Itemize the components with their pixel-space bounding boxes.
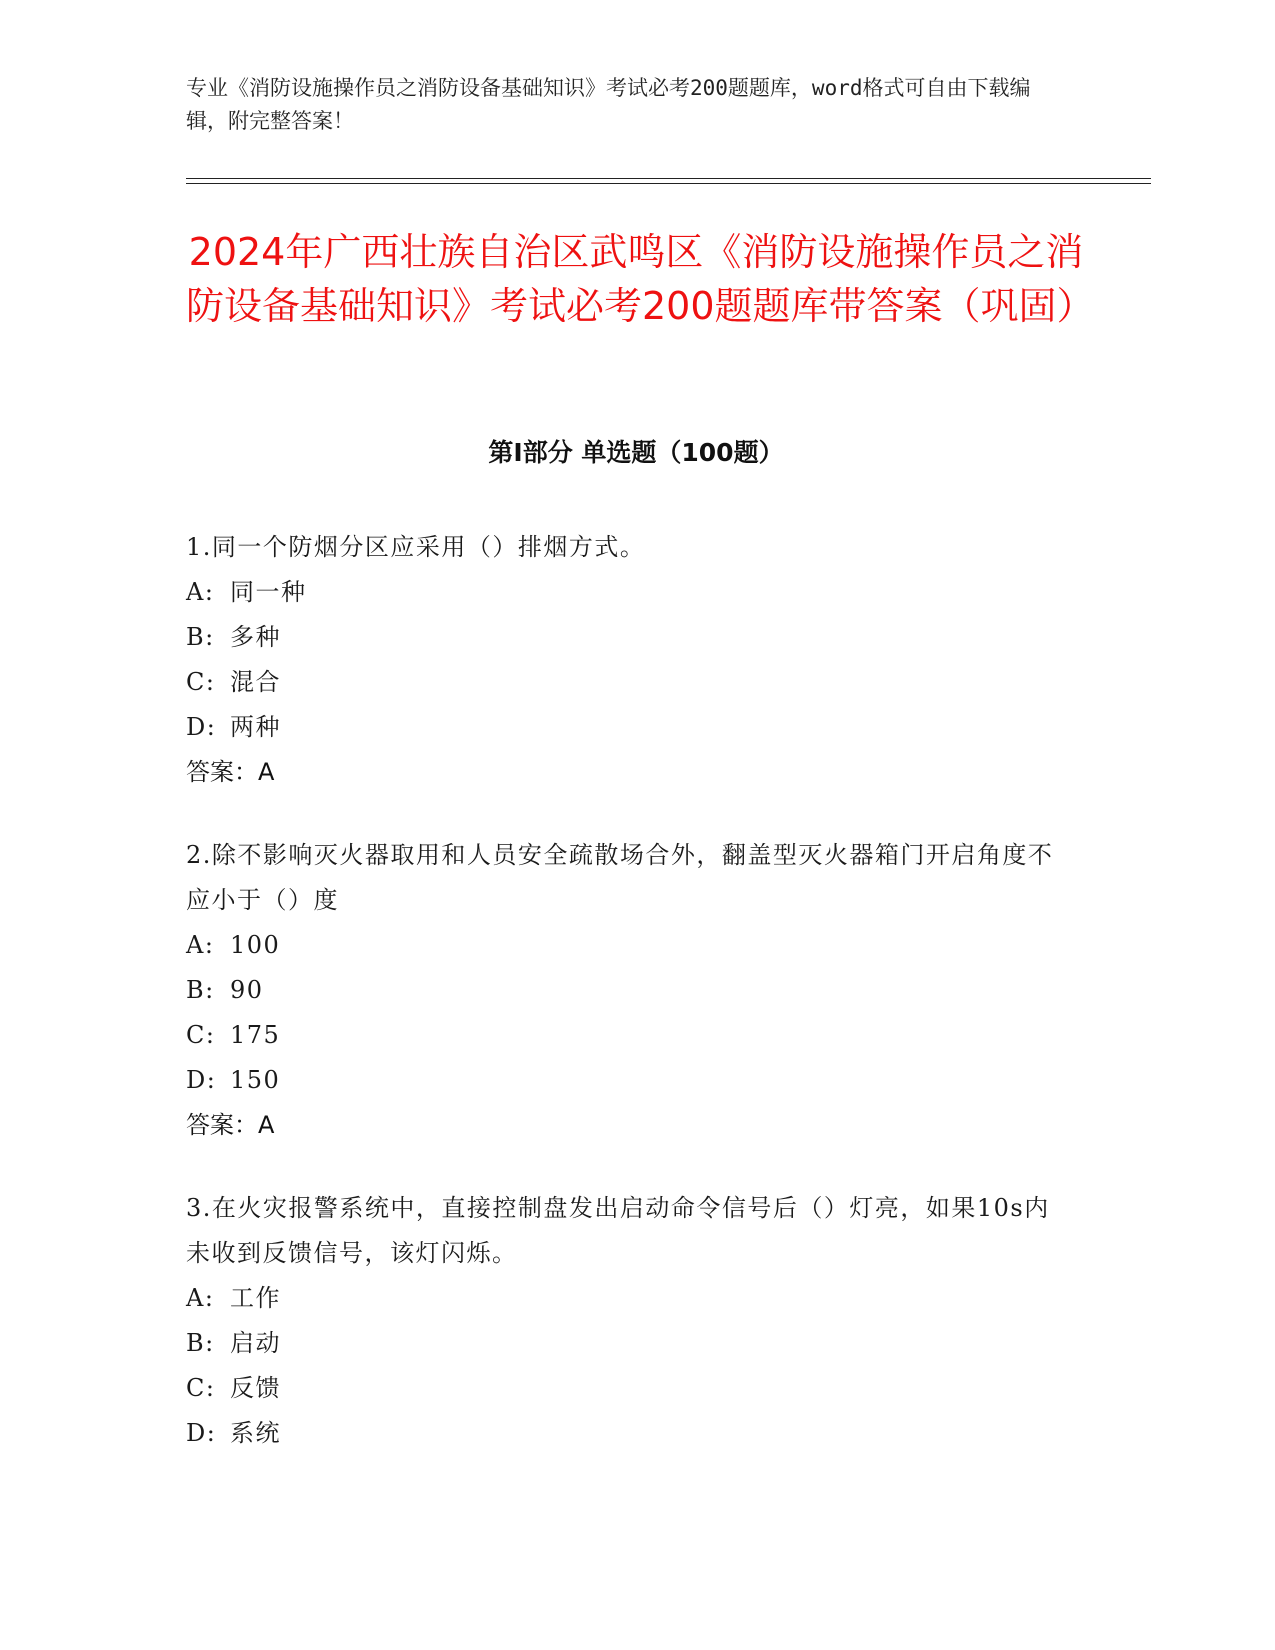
option-text: 150 (230, 1066, 281, 1094)
option-key: D: (186, 1419, 217, 1447)
question-1 (186, 525, 1066, 795)
answer-value: A (258, 1111, 275, 1139)
option-key: B: (186, 1329, 215, 1357)
option-key: D: (186, 713, 217, 741)
option-key: C: (186, 668, 216, 696)
option-text: 工作 (230, 1284, 281, 1312)
option-text: 两种 (230, 713, 281, 741)
option-text: 混合 (230, 668, 281, 696)
answer-line (186, 750, 1066, 795)
answer-line (186, 1103, 1066, 1148)
option-c (186, 660, 1066, 705)
option-d (186, 1058, 1066, 1103)
option-text: 多种 (230, 623, 281, 651)
option-key: C: (186, 1021, 216, 1049)
option-b (186, 968, 1066, 1013)
option-text: 启动 (230, 1329, 281, 1357)
answer-label: 答案： (186, 758, 258, 786)
header-note: 专业《消防设施操作员之消防设备基础知识》考试必考200题题库，word格式可自由下载编辑，附完整答案！ (186, 76, 1031, 133)
option-text: 90 (230, 976, 264, 1004)
option-d (186, 705, 1066, 750)
section-heading: 第Ⅰ部分 单选题（100题） (488, 438, 784, 467)
option-key: B: (186, 623, 215, 651)
answer-label: 答案： (186, 1111, 258, 1139)
option-a (186, 923, 1066, 968)
option-text: 100 (230, 931, 281, 959)
question-stem: 1.同一个防烟分区应采用（）排烟方式。 (186, 533, 646, 561)
answer-value: A (258, 758, 275, 786)
question-stem: 2.除不影响灭火器取用和人员安全疏散场合外，翻盖型灭火器箱门开启角度不应小于（）度 (186, 841, 1054, 914)
option-d (186, 1411, 1066, 1456)
question-3 (186, 1186, 1066, 1456)
question-stem: 3.在火灾报警系统中，直接控制盘发出启动命令信号后（）灯亮，如果10s内未收到反馈信号，该灯闪烁。 (186, 1194, 1050, 1267)
option-text: 系统 (230, 1419, 281, 1447)
document-title: 2024年广西壮族自治区武鸣区《消防设施操作员之消防设备基础知识》考试必考200题题库带答案（巩固） (186, 230, 1095, 328)
option-b (186, 1321, 1066, 1366)
header-rule-bottom (186, 183, 1151, 184)
option-key: A: (186, 1284, 215, 1312)
option-b (186, 615, 1066, 660)
header-rule-top (186, 178, 1151, 179)
option-c (186, 1013, 1066, 1058)
question-2 (186, 833, 1066, 1148)
question-list (186, 525, 1066, 1494)
option-key: D: (186, 1066, 217, 1094)
option-a (186, 1276, 1066, 1321)
option-text: 175 (230, 1021, 281, 1049)
option-key: A: (186, 931, 215, 959)
option-text: 同一种 (230, 578, 307, 606)
option-key: C: (186, 1374, 216, 1402)
option-text: 反馈 (230, 1374, 281, 1402)
option-a (186, 570, 1066, 615)
option-key: B: (186, 976, 215, 1004)
option-key: A: (186, 578, 215, 606)
option-c (186, 1366, 1066, 1411)
